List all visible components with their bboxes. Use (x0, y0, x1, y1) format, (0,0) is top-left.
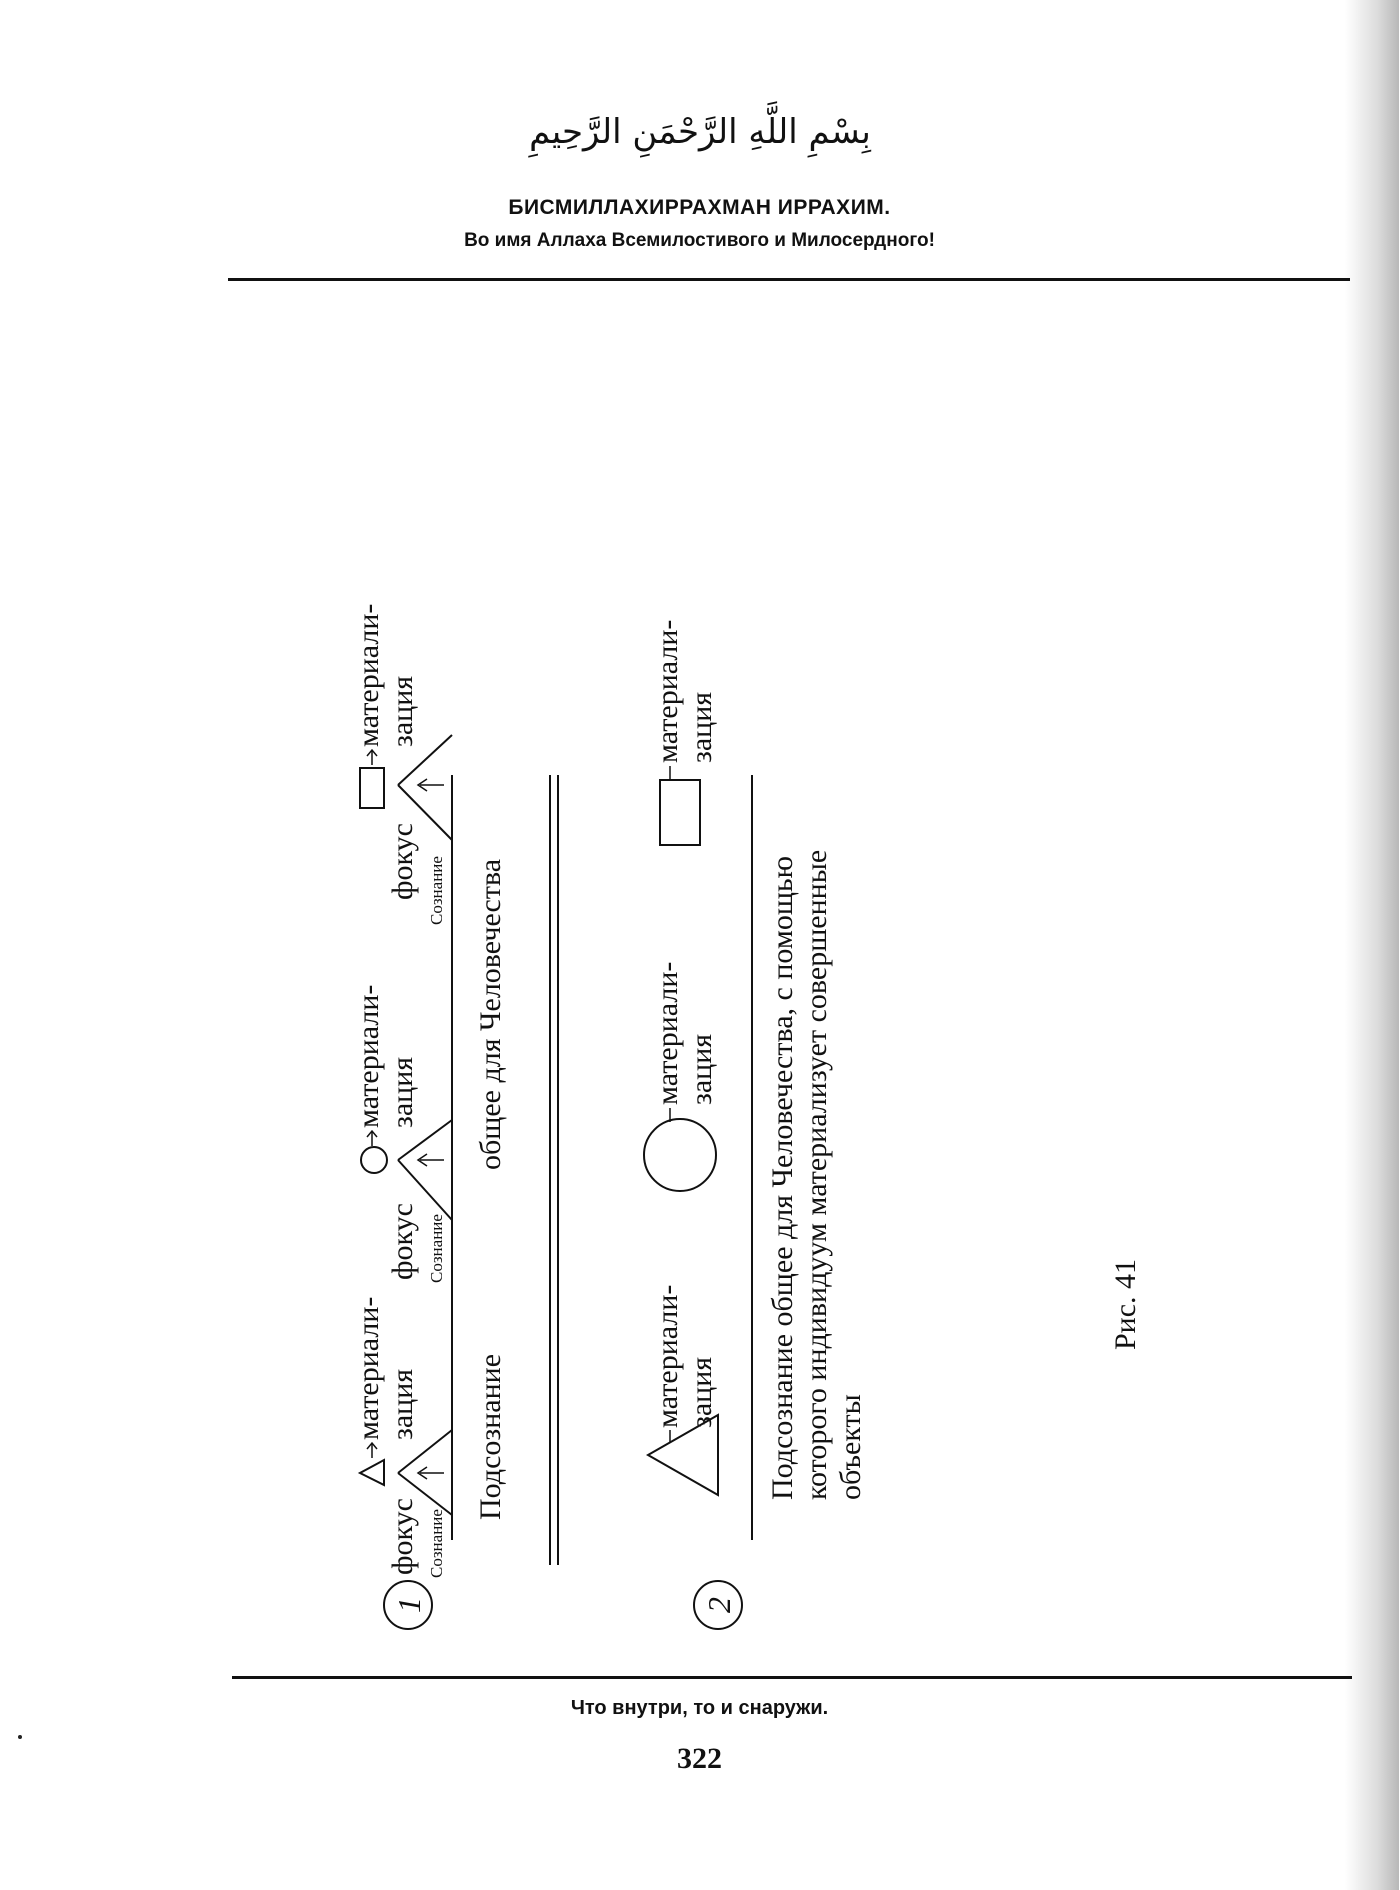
mat-label-1: материали- (352, 1296, 385, 1440)
mat-label-1: материали- (651, 619, 684, 763)
large-circle (644, 1119, 716, 1191)
subconscious-desc: общее для Человечества (474, 858, 507, 1170)
diagram-1 (352, 604, 507, 1629)
consciousness-label: Сознание (427, 1509, 446, 1578)
consciousness-label: Сознание (427, 856, 446, 925)
svg-text:بِسْمِ اللَّهِ الرَّحْمَنِ الر: بِسْمِ اللَّهِ الرَّحْمَنِ الرَّحِيمِ (529, 112, 871, 152)
mat-label-2: зация (685, 1356, 718, 1428)
mat-label-2: зация (685, 1033, 718, 1105)
mat-label-2: зация (685, 691, 718, 763)
mat-label-1: материали- (651, 961, 684, 1105)
mat-label-2: зация (386, 1056, 419, 1128)
mat-label-1: материали- (352, 603, 385, 747)
consciousness-label: Сознание (427, 1214, 446, 1283)
focus-unit-square (352, 604, 452, 925)
figure-caption: Рис. 41 (1109, 1258, 1142, 1350)
desc-line-2: которого индивидуум материализует совершенные (800, 849, 833, 1500)
mat-label-2: зация (386, 675, 419, 747)
diagram-number: 2 (701, 1597, 737, 1613)
desc-line-1: Подсознание общее для Человечества, с помощью (766, 855, 799, 1500)
focus-label: фокус (386, 823, 419, 900)
large-rectangle (660, 780, 700, 845)
top-rule (228, 278, 1350, 281)
bismillah-calligraphy (529, 85, 871, 175)
square-object (360, 768, 384, 808)
focus-unit-circle (352, 985, 452, 1283)
header-title: БИСМИЛЛАХИРРАХМАН ИРРАХИМ. (508, 196, 891, 219)
focus-unit-triangle (352, 1297, 452, 1578)
scan-speck (18, 1735, 22, 1739)
focus-label: фокус (386, 1498, 419, 1575)
bottom-rule (232, 1676, 1352, 1679)
mat-label-2: зация (386, 1368, 419, 1440)
triangle-object (360, 1460, 384, 1485)
diagram-number: 1 (391, 1597, 427, 1613)
figure-41 (352, 300, 1400, 1680)
subconscious-label: Подсознание (474, 1353, 507, 1520)
focus-label: фокус (386, 1203, 419, 1280)
diagram-2 (644, 620, 867, 1629)
page-number: 322 (677, 1742, 722, 1775)
desc-line-3: объекты (834, 1394, 867, 1500)
footer-motto: Что внутри, то и снаружи. (570, 1697, 829, 1719)
mat-label-1: материали- (352, 984, 385, 1128)
header-subtitle: Во имя Аллаха Всемилостивого и Милосердного! (464, 230, 935, 251)
circle-object (361, 1147, 387, 1173)
mat-label-1: материали- (651, 1284, 684, 1428)
